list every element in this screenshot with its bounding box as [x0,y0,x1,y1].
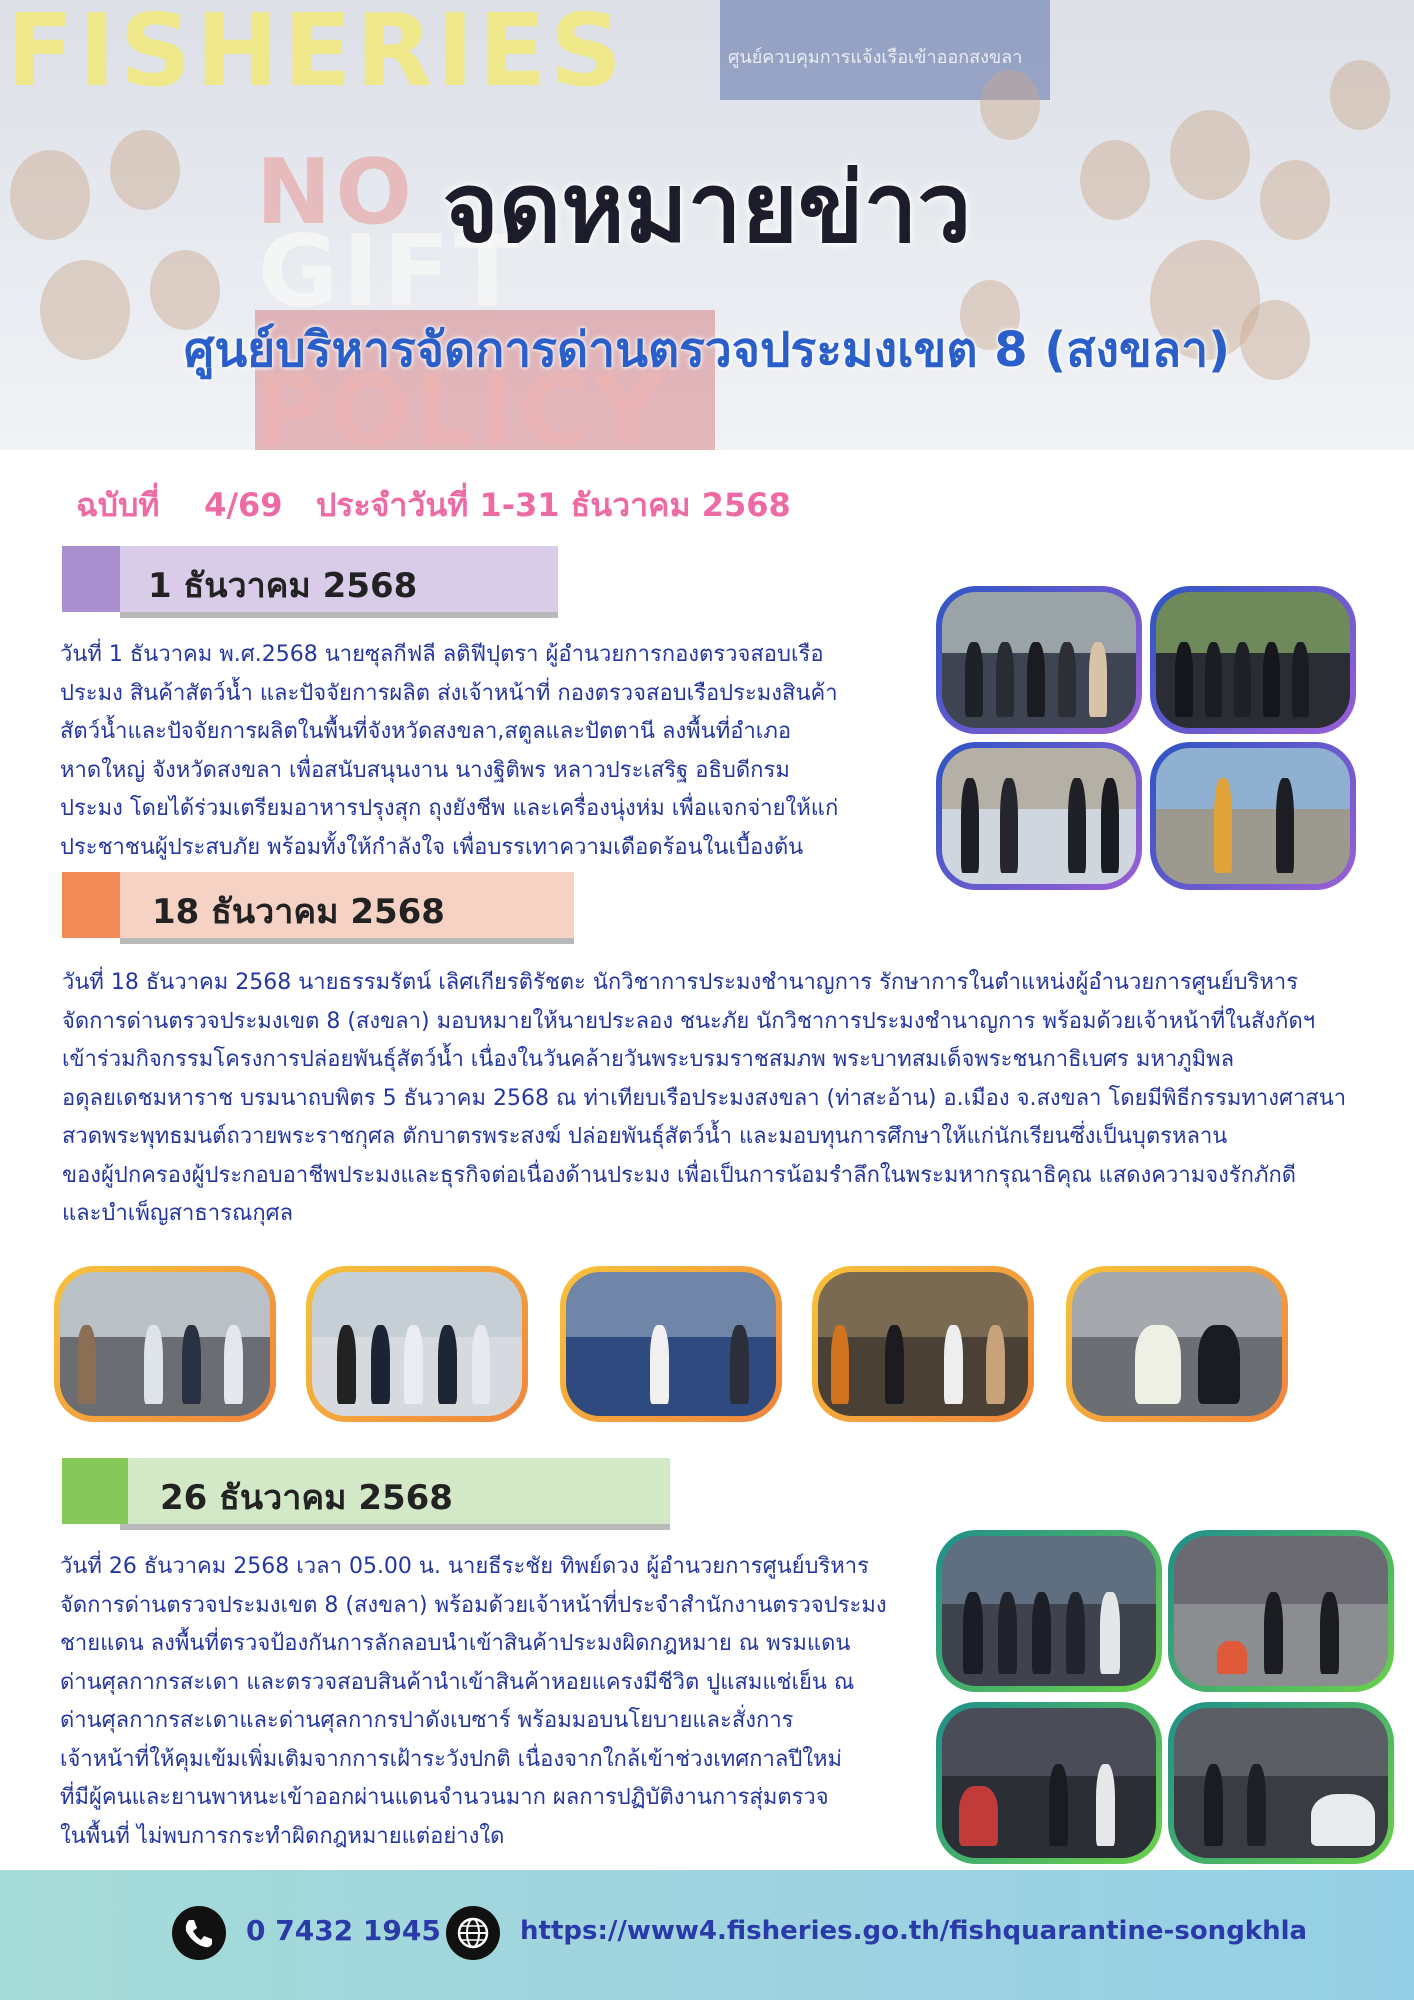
newsletter-title: จดหมายข่าว [442,152,972,264]
text-line: อดุลยเดชมหาราช บรมนาถบพิตร 5 ธันวาคม 2568 ณ ท่าเทียบเรือประมงสงขลา (ท่าสะอ้าน) อ.เมือง จ.สงขลา โดยมีพิธีกรรมทางศาสนา [62,1085,1347,1111]
text-line: วันที่ 18 ธันวาคม 2568 นายธรรมรัตน์ เลิศเกียรติรัชตะ นักวิชาการประมงชำนาญการ รักษาการในตำแหน่งผู้อำนวยการศูนย์บริหาร [62,970,1299,995]
newsletter-subtitle: ศูนย์บริหารจัดการด่านตรวจประมงเขต 8 (สงขลา) [183,322,1231,378]
text-line: เจ้าหน้าที่ให้คุมเข้มเพิ่มเติมจากการเฝ้าระวังปกติ เนื่องจากใกล้เข้าช่วงเทศกาลปีใหม่ [60,1746,843,1772]
text-line: ประชาชนผู้ประสบภัย พร้อมทั้งให้กำลังใจ เพื่อบรรเทาความเดือดร้อนในเบื้องต้น [60,834,804,860]
section-3-photo-3 [936,1702,1162,1864]
section-1-photo-2 [1150,586,1356,734]
section-3-photo-4 [1168,1702,1394,1864]
text-line: สัตว์น้ำและปัจจัยการผลิตในพื้นที่จังหวัดสงขลา,สตูลและปัตตานี ลงพื้นที่อำเภอ [60,719,792,744]
text-line: ด่านศุลกากรสะเดา และตรวจสอบสินค้านำเข้าสินค้าหอยแครงมีชีวิต ปูแสมแช่เย็น ณ [60,1669,855,1695]
header-gift-watermark: GIFT [258,215,525,329]
header-banner [0,0,1414,450]
section-2-photo-1 [54,1266,276,1422]
section-2-photo-3 [560,1266,782,1422]
header-fisheries-watermark: FISHERIES [6,0,627,109]
text-line: วันที่ 1 ธันวาคม พ.ศ.2568 นายซุลกีฟลี ลติฟีปุตรา ผู้อำนวยการกองตรวจสอบเรือ [60,642,824,667]
text-line: สวดพระพุทธมนต์ถวายพระราชกุศล ตักบาตรพระสงฆ์ ปล่อยพันธุ์สัตว์น้ำ และมอบทุนการศึกษาให้แก่นักเรียนซึ่งเป็นบุตรหลาน [62,1124,1228,1149]
header-sign-text: ศูนย์ควบคุมการแจ้งเรือเข้าออกสงขลา [728,47,1023,68]
section-1-photo-3 [936,742,1142,890]
text-line: ประมง โดยได้ร่วมเตรียมอาหารปรุงสุก ถุงยังชีพ และเครื่องนุ่งห่ม เพื่อแจกจ่ายให้แก่ [60,796,839,821]
header-no-watermark: NO [256,140,416,245]
text-line: ที่มีผู้คนและยานพาหนะเข้าออกผ่านแดนจำนวนมาก ผลการปฏิบัติงานการสุ่มตรวจ [60,1785,829,1810]
issue-info: ฉบับที่ 4/69 ประจำวันที่ 1-31 ธันวาคม 2568 [76,486,791,524]
text-line: ประมง สินค้าสัตว์น้ำ และปัจจัยการผลิต ส่งเจ้าหน้าที่ กองตรวจสอบเรือประมงสินค้า [60,680,838,706]
section-1-photo-1 [936,586,1142,734]
section-2-text [62,964,1358,1234]
phone-number[interactable]: 0 7432 1945 [246,1914,441,1947]
section-3-text [60,1548,940,1856]
section-3-tab [62,1458,128,1524]
section-2-tab [62,872,120,938]
section-2-photo-2 [306,1266,528,1422]
section-2-date: 18 ธันวาคม 2568 [152,892,445,932]
text-line: ในพื้นที่ ไม่พบการกระทำผิดกฎหมายแต่อย่างใด [60,1823,505,1849]
section-2-photo-4 [812,1266,1034,1422]
section-3-photo-2 [1168,1530,1394,1692]
section-1-date: 1 ธันวาคม 2568 [148,566,418,606]
text-line: วันที่ 26 ธันวาคม 2568 เวลา 05.00 น. นายธีระชัย ทิพย์ดวง ผู้อำนวยการศูนย์บริหาร [60,1554,869,1579]
section-3-date-bar [62,1458,670,1524]
section-1-date-bar [62,546,558,612]
section-1-tab [62,546,120,612]
footer-contact-bar [0,1870,1414,2000]
section-2-photo-5 [1066,1266,1288,1422]
text-line: ของผู้ปกครองผู้ประกอบอาชีพประมงและธุรกิจต่อเนื่องด้านประมง เพื่อเป็นการน้อมรำลึกในพระมหากรุณาธิคุณ แสดงความจงรักภักดี [62,1162,1297,1188]
text-line: หาดใหญ่ จังหวัดสงขลา เพื่อสนับสนุนงาน นางฐิติพร หลาวประเสริฐ อธิบดีกรม [60,757,790,783]
phone-icon [172,1906,226,1960]
section-3-photo-1 [936,1530,1162,1692]
section-1-text [60,636,920,867]
text-line: จัดการด่านตรวจประมงเขต 8 (สงขลา) มอบหมายให้นายประลอง ชนะภัย นักวิชาการประมงชำนาญการ พร้อมด้วยเจ้าหน้าที่ในสังกัดฯ [62,1008,1316,1034]
globe-icon [446,1906,500,1960]
section-3-date: 26 ธันวาคม 2568 [160,1478,453,1518]
section-1-photo-4 [1150,742,1356,890]
text-line: ด่านศุลกากรสะเดาและด่านศุลกากรปาดังเบซาร์ พร้อมมอบนโยบายและสั่งการ [60,1708,794,1733]
text-line: เข้าร่วมกิจกรรมโครงการปล่อยพันธุ์สัตว์น้ำ เนื่องในวันคล้ายวันพระบรมราชสมภพ พระบาทสมเด็จพระชนกาธิเบศร มหาภูมิพล [62,1047,1235,1072]
text-line: ชายแดน ลงพื้นที่ตรวจป้องกันการลักลอบนำเข้าสินค้าประมงผิดกฎหมาย ณ พรมแดน [60,1631,851,1656]
text-line: และบำเพ็ญสาธารณกุศล [62,1201,294,1226]
section-2-date-bar [62,872,574,938]
website-link[interactable]: https://www4.fisheries.go.th/fishquarantine-songkhla [520,1916,1308,1946]
header-policy-watermark: POLICY [254,355,667,450]
text-line: จัดการด่านตรวจประมงเขต 8 (สงขลา) พร้อมด้วยเจ้าหน้าที่ประจำสำนักงานตรวจประมง [60,1592,887,1618]
